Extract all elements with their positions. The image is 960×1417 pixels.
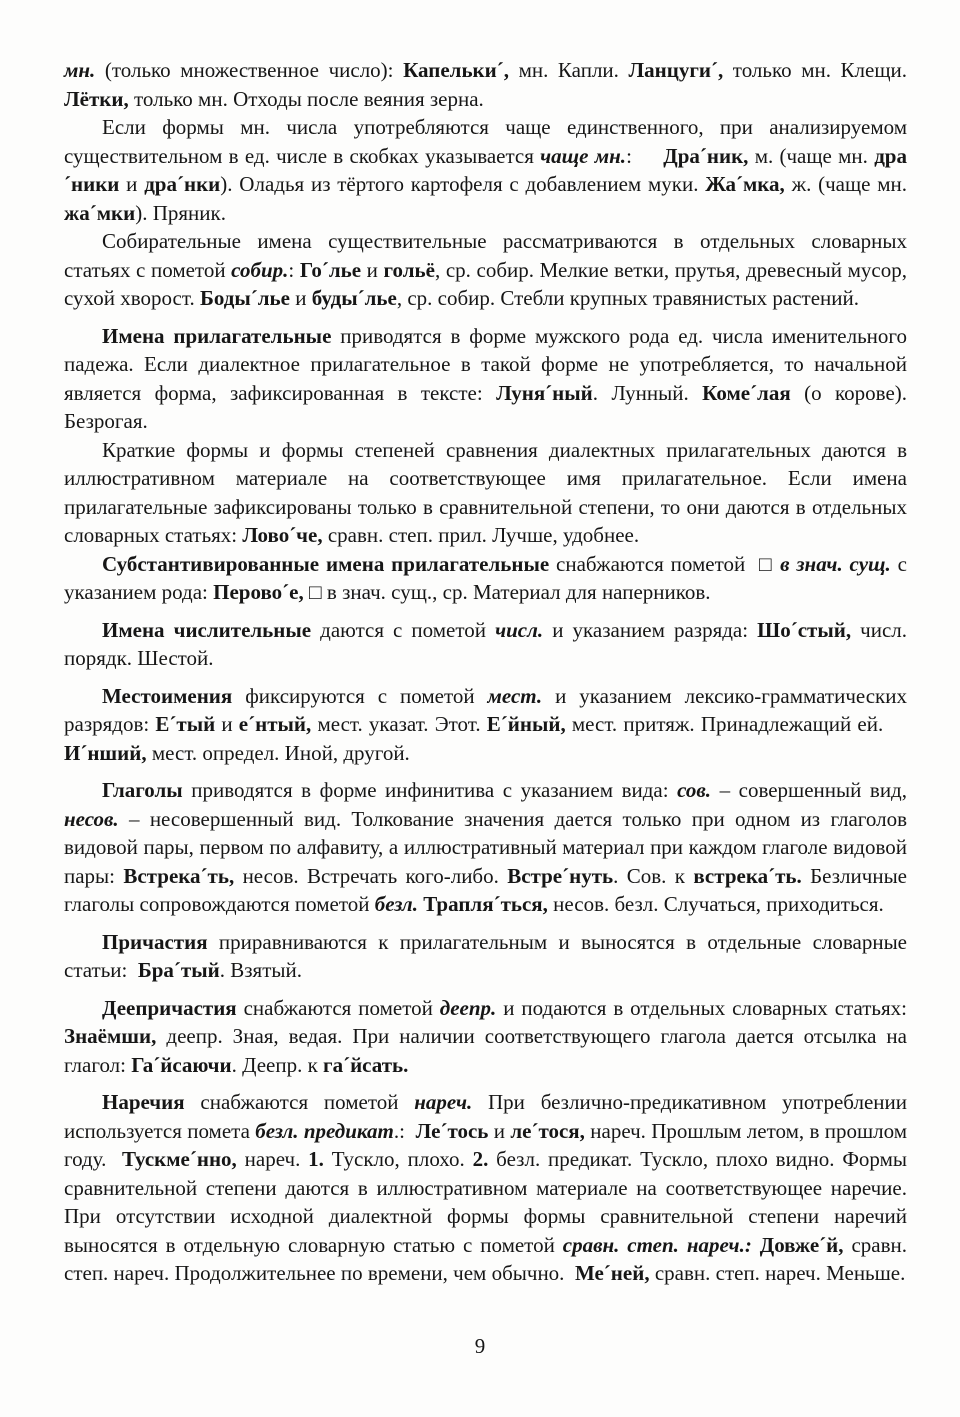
text-run-b: гольё [383,257,435,282]
text-run: несов. безл. Случаться, приходиться. [547,892,884,916]
text-run: даются с пометой [311,617,496,642]
text-run-bi: деепр. [439,995,497,1020]
text-run-bi: сов. [677,778,712,802]
text-run: приравниваются к прилагательным и выносятся в отдельные словарные статьи: [64,929,907,982]
text-run: только мн. Клещи. [723,58,908,82]
text-run-b: Наречия [102,1090,185,1114]
text-run: – несовершенный вид. Толкование значения дается только при одном из глаголов видовой пары, первом по алфавиту, а иллюстративный материал при каждом глаголе видовой пары: [64,806,907,888]
text-run-b: жа´мки [64,200,136,225]
text-run: фиксируются с пометой [232,683,488,708]
text-run-bi: безл. [374,892,418,916]
text-run-bi: безл. предикат [255,1118,394,1143]
text-run: и указанием разряда: [543,617,758,642]
text-run-b: 2. [472,1147,489,1171]
text-run-b: Причастия [102,929,208,954]
text-run-b: ле´тося, [510,1118,585,1143]
text-run-b: дра´ники [64,143,907,196]
text-run: Тускло, плохо. [323,1147,473,1171]
text-run: . Деепр. к [231,1052,324,1077]
text-run-b: Бра´тый [137,958,220,982]
text-run-b: Субстантивированные имена прилагательные [102,551,550,576]
text-run-b: дра´нки [144,172,221,196]
text-run: , ср. собир. Стебли крупных травянистых растений. [396,286,859,310]
text-run: с указанием рода: [64,551,907,604]
paragraph [64,322,907,436]
text-run-b: Жа´мка, [705,172,785,196]
text-run-b: Перово´е, [213,580,304,604]
paragraph [64,436,907,550]
text-run: , ср. собир. Мелкие ветки, прутья, древесный мусор, сухой хворост. [64,257,907,310]
text-run: приводятся в форме инфинитива с указанием вида: [182,778,678,802]
text-run: и подаются в отдельных словарных статьях: [496,995,907,1020]
text-run: несов. Встречать кого-либо. [234,863,508,888]
text-run-b: Довже´й, [759,1232,844,1257]
text-run-b: е´нтый, [238,712,312,736]
paragraph [64,56,907,113]
text-run: нареч. [236,1147,309,1171]
text-run: мн. Капли. [509,58,629,82]
text-run-b: Ме´ней, [574,1261,650,1285]
text-run: : [288,257,300,282]
text-run: При безлично-предикативном употреблении используется помета [64,1090,907,1143]
paragraph [64,1088,907,1288]
text-run-b: И´нший, [64,740,147,765]
text-run: мест. притяж. Принадлежащий ей. [565,712,907,736]
text-run: снабжаются пометой [184,1090,415,1114]
text-run-bi: собир. [231,257,289,282]
text-run-b: Глаголы [102,778,183,802]
text-run-b: встрека´ть. [693,863,802,888]
text-run-b: Тускме´нно, [122,1147,237,1171]
text-run: (о корове). Безрогая. [64,380,908,433]
text-run-b: Е´тый [155,712,216,736]
text-run: мест. указат. Этот. [311,712,487,736]
text-run-b: га´йсать. [323,1052,409,1077]
paragraph [64,682,907,768]
text-run-b: Имена прилагательные [102,323,332,348]
text-run: числ. порядк. Шестой. [64,617,908,670]
text-run-b: Имена числительные [102,617,312,642]
text-run: снабжаются пометой [549,551,759,576]
text-run-b: Ланцуги´, [628,58,724,82]
text-run-b: Деепричастия [102,995,237,1020]
text-run-b: Встре´нуть [507,863,614,888]
text-run-b: Луня´ный [496,380,593,405]
text-run: сравн. степ. нареч. Меньше. [649,1261,906,1285]
text-run-b: Ле´тось [415,1118,489,1143]
text-run-b: буды´лье [311,286,397,310]
text-run: и [215,712,239,736]
text-run-b: Е´йный, [486,712,566,736]
text-run-b: Го´лье [299,257,362,282]
text-run: Краткие формы и формы степеней сравнения диалектных прилагательных даются в иллюстративном материале на соответствующее имя прилагательное. Если имена прилагательные зафиксированы только в сравнительной степени, то они даются в отдельных словарных статьях: [64,437,907,547]
text-run: и [289,286,312,310]
text-run-bi: нареч. [414,1090,473,1114]
text-run-bi: □ в знач. сущ. [758,551,891,576]
text-run-b: Коме´лая [702,380,791,405]
text-run: и [488,1118,511,1143]
text-run-b: Капельки´, [403,58,510,82]
text-run-b: Знаёмши, [64,1024,157,1048]
text-run-bi: числ. [495,617,544,642]
text-run: и указанием лексико-грамматических разрядов: [64,683,907,736]
text-run: приводятся в форме мужского рода ед. числа именительного падежа. Если диалектное прилагательное в такой форме не употребляется, то начальной является форма, зафиксированная в тексте: [64,323,907,405]
text-run: . Взятый. [219,958,302,982]
text-run: нареч. Прошлым летом, в прошлом году. [64,1118,908,1171]
text-run-bi: мест. [487,683,543,708]
text-run: Если формы мн. числа употребляются чаще единственного, при анализируемом существительном в ед. числе в скобках указывается [64,115,907,168]
paragraph [64,776,907,919]
text-run-bi: чаще мн. [540,143,627,168]
text-run: сравн. степ. нареч. Продолжительнее по времени, чем обычно. [64,1232,908,1285]
text-run-b: Встрека´ть, [123,863,235,888]
paragraph [64,928,907,985]
text-run: (только множественное число): [95,58,404,82]
text-run: Безличные глаголы сопровождаются пометой [64,863,907,916]
text-run: .: [393,1118,416,1143]
text-run-b: Шо´стый, [757,617,852,642]
text-run: □ в знач. сущ., ср. Материал для наперников. [303,580,711,604]
text-run: только мн. Отходы после веяния зерна. [128,86,484,111]
paragraph [64,227,907,313]
text-run: и [119,172,145,196]
text-run: – совершенный вид, [711,778,907,802]
text-run: ). Пряник. [135,200,226,225]
text-run-b: Лётки, [64,86,129,111]
text-run: сравн. степ. прил. Лучше, удобнее. [322,523,640,547]
paragraph [64,616,907,673]
text-run: . Лунный. [592,380,703,405]
text-run-b: 1. [308,1147,324,1171]
text-run-bi: мн. [64,58,96,82]
text-run: . Сов. к [613,863,694,888]
text-run: : [626,143,664,168]
text-run-b: Боды´лье [199,286,290,310]
text-run-b: Трапля´ться, [423,892,548,916]
text-run: м. (чаще мн. [748,143,875,168]
text-run [752,1233,760,1257]
text-run: ). Оладья из тёртого картофеля с добавлением муки. [220,172,706,196]
text-run-b: Дра´ник, [663,143,749,168]
text-run-b: Га´йсаючи [131,1052,232,1077]
text-run-bi: несов. [64,806,119,831]
text-run: и [361,257,384,282]
page-content [64,56,907,1288]
text-run: мест. определ. Иной, другой. [146,740,410,765]
text-run: ж. (чаще мн. [784,172,907,196]
paragraph [64,113,907,227]
text-run-bi: сравн. степ. нареч.: [562,1232,752,1257]
text-run-b: Лово´че, [242,523,323,547]
text-run: деепр. Зная, ведая. При наличии соответствующего глагола дается отсылка на глагол: [64,1024,907,1077]
text-run-b: Местоимения [102,683,233,708]
text-run: безл. предикат. Тускло, плохо видно. Формы сравнительной степени даются в иллюстративном материале на соответствующее наречие. При отсутствии исходной диалектной формы формы сравнительной степени наречий выносятся в отдельную словарную статью с пометой [64,1147,908,1257]
paragraph [64,550,907,607]
page-number: 9 [474,1334,486,1358]
text-run: Собирательные имена существительные рассматриваются в отдельных словарных статьях с пометой [64,229,907,282]
paragraph [64,994,907,1080]
text-run: снабжаются пометой [236,995,440,1020]
